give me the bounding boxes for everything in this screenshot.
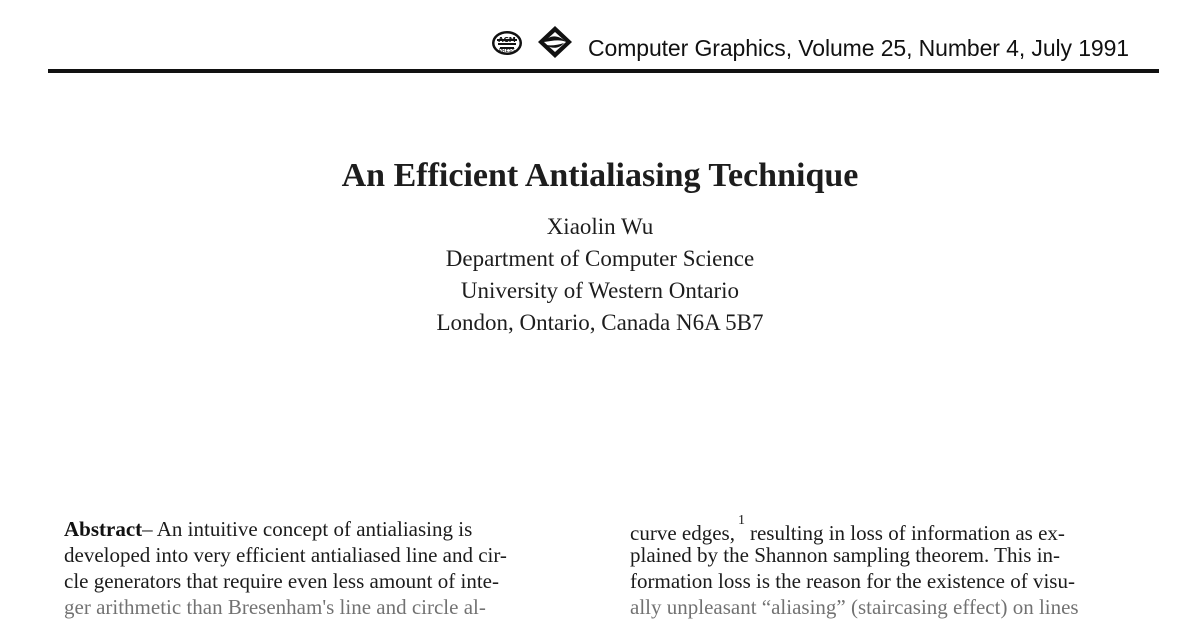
- abstract-heading: Abstract: [64, 517, 143, 541]
- affiliation-department: Department of Computer Science: [445, 246, 755, 271]
- journal-citation: Computer Graphics, Volume 25, Number 4, July 1991: [588, 35, 1129, 61]
- author-name: Xiaolin Wu: [546, 214, 654, 239]
- abstract-line-1-text: – An intuitive concept of antialiasing is: [142, 517, 473, 541]
- affiliation-university: University of Western Ontario: [460, 278, 740, 303]
- footnote-marker: 1: [737, 513, 745, 528]
- body-line-3: formation loss is the reason for the existence of visu-: [630, 569, 1075, 593]
- svg-text:ACM: ACM: [498, 36, 516, 44]
- abstract-line-3: cle generators that require even less amount of inte-: [64, 569, 499, 593]
- header-rule: [48, 69, 1159, 73]
- body-line-1-before-footnote: curve edges,: [630, 521, 735, 545]
- body-line-2: plained by the Shannon sampling theorem. This in-: [630, 543, 1061, 567]
- affiliation-location: London, Ontario, Canada N6A 5B7: [436, 310, 764, 335]
- left-body-column: [64, 516, 604, 620]
- abstract-line-2: developed into very efficient antialiased line and cir-: [64, 543, 507, 567]
- journal-header: [0, 14, 1200, 74]
- acm-siggraph-logo-icon: [491, 29, 523, 57]
- author-affiliation-block: [0, 213, 1200, 337]
- right-body-column: [630, 513, 1170, 620]
- paper-title: An Efficient Antialiasing Technique: [341, 156, 859, 194]
- body-line-1: [630, 513, 1170, 545]
- abstract-first-line: [64, 516, 604, 542]
- body-line-1-after-footnote: resulting in loss of information as ex-: [749, 521, 1065, 545]
- abstract-line-4-partial: ger arithmetic than Bresenham's line and circle al-: [64, 595, 486, 619]
- publisher-logos: [487, 24, 577, 60]
- diamond-logo-icon: [536, 24, 574, 60]
- svg-text:PRESS: PRESS: [499, 48, 515, 54]
- body-line-4-partial: ally unpleasant “aliasing” (staircasing effect) on lines: [630, 595, 1079, 619]
